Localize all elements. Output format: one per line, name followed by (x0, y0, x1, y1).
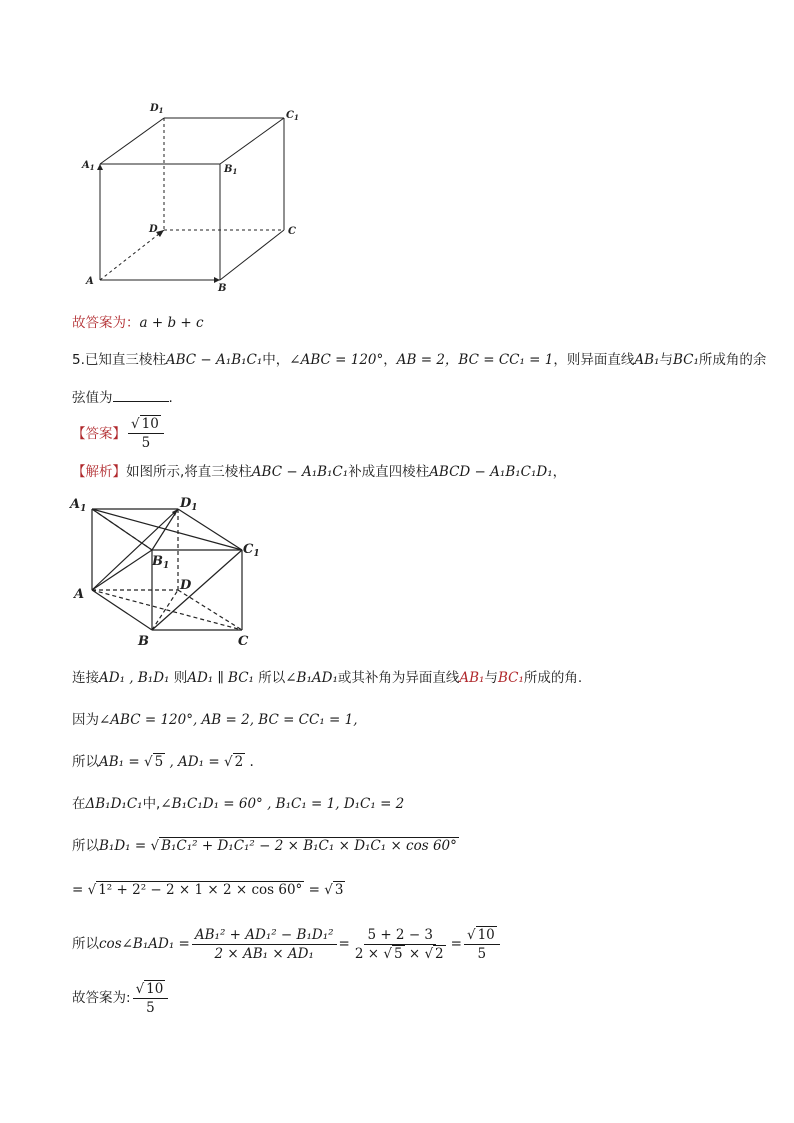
label-C1: $C_1$ (243, 542, 260, 559)
answer1-prefix: 故答案为： (72, 315, 140, 331)
step-given: 因为∠ABC = 120°, AB = 2, BC = CC₁ = 1, (72, 712, 358, 728)
label-D: D (149, 224, 158, 235)
problem5-line2: 弦值为 . (72, 387, 173, 408)
edge-BC (220, 230, 284, 280)
label-A1: $A_1$ (82, 160, 95, 172)
answer-block (72, 416, 166, 451)
label-C: C (238, 634, 249, 649)
analysis-label: 【解析】 (72, 464, 126, 480)
diag-AC (92, 590, 242, 630)
step-lengths: 所以AB₁ = √ 5 , AD₁ = √ 2 . (72, 754, 254, 770)
fraction-cos-formula: $\frac{\text{AB₁² + AD₁² − B₁D₁²}}{\text{2 × AB₁ × AD₁}}$ (192, 927, 337, 962)
edge-B1C1 (220, 118, 284, 164)
label-A: A (74, 587, 85, 602)
arrow-a1 (97, 164, 103, 170)
problem-number: 5. (72, 352, 85, 368)
step-cosine-law: 所以B₁D₁ = √ B₁C₁² + D₁C₁² − 2 × B₁C₁ × D₁C₁ × cos 60° (72, 838, 457, 854)
label-B1: $B_1$ (152, 554, 170, 571)
answer-blank (113, 387, 169, 402)
answer1-expr: a + b + c (139, 315, 204, 331)
edge-D1C1 (178, 509, 242, 550)
arrow-d1 (172, 509, 178, 516)
step-compute: = √ 1² + 2² − 2 × 1 × 2 × cos 60° = √ 3 (72, 882, 344, 898)
analysis-line: 【解析】如图所示,将直三棱柱ABC − A₁B₁C₁补成直四棱柱ABCD − A₁B₁C₁D₁， (72, 464, 567, 480)
label-D: D (180, 578, 192, 593)
label-B1: $B_1$ (224, 164, 238, 176)
step-cos-angle: 所以 cos∠B₁AD₁ = $\frac{\text{AB₁² + AD₁² − B₁D₁²}}{\text{2 × AB₁ × AD₁}}$ = $\frac{5 + 2 - 3}{2 \times √ 5 \times √ 2}$ = $\frac{√ 10}{5}$ (72, 924, 502, 964)
label-A1: $A_1$ (70, 497, 87, 514)
answer-label: 【答案】 (72, 425, 126, 442)
figure-cube (78, 98, 308, 298)
label-D1: $D_1$ (150, 103, 164, 115)
figure-prism (68, 490, 268, 650)
label-C1: $C_1$ (286, 110, 299, 122)
label-B: B (138, 634, 149, 649)
final-answer: 故答案为: $\frac{√ 10}{5}$ (72, 978, 170, 1018)
seg-AB1 (92, 550, 152, 590)
answer1-line (72, 313, 204, 333)
answer-fraction: $\frac{√ 10}{5}$ (128, 416, 164, 451)
label-A: A (86, 276, 94, 287)
step-connect: 连接AD₁ , B₁D₁ 则AD₁ ∥ BC₁ 所以∠B₁AD₁或其补角为异面直线AB₁与BC₁所成的角. (72, 670, 583, 686)
diag-A1C1 (92, 509, 242, 550)
fraction-cos-values: $\frac{5 + 2 - 3}{2 \times √ 5 \times √ 2}$ (354, 926, 444, 962)
label-C: C (288, 226, 296, 237)
step-triangle: 在ΔB₁D₁C₁中,∠B₁C₁D₁ = 60° , B₁C₁ = 1, D₁C₁ = 2 (72, 796, 405, 812)
edge-DC (178, 590, 242, 630)
edge-AB (92, 590, 152, 630)
label-D1: $D_1$ (180, 496, 198, 513)
fraction-cos-result: $\frac{√ 10}{5}$ (464, 927, 500, 962)
edge-A1D1 (100, 118, 164, 164)
label-B: B (218, 283, 227, 294)
final-answer-fraction: $\frac{√ 10}{5}$ (133, 981, 169, 1016)
edge-AD (100, 230, 164, 280)
problem5-line1: 5.已知直三棱柱ABC − A₁B₁C₁中，∠ABC = 120°，AB = 2，BC = CC₁ = 1，则异面直线AB₁与BC₁所成角的余 (72, 352, 767, 368)
